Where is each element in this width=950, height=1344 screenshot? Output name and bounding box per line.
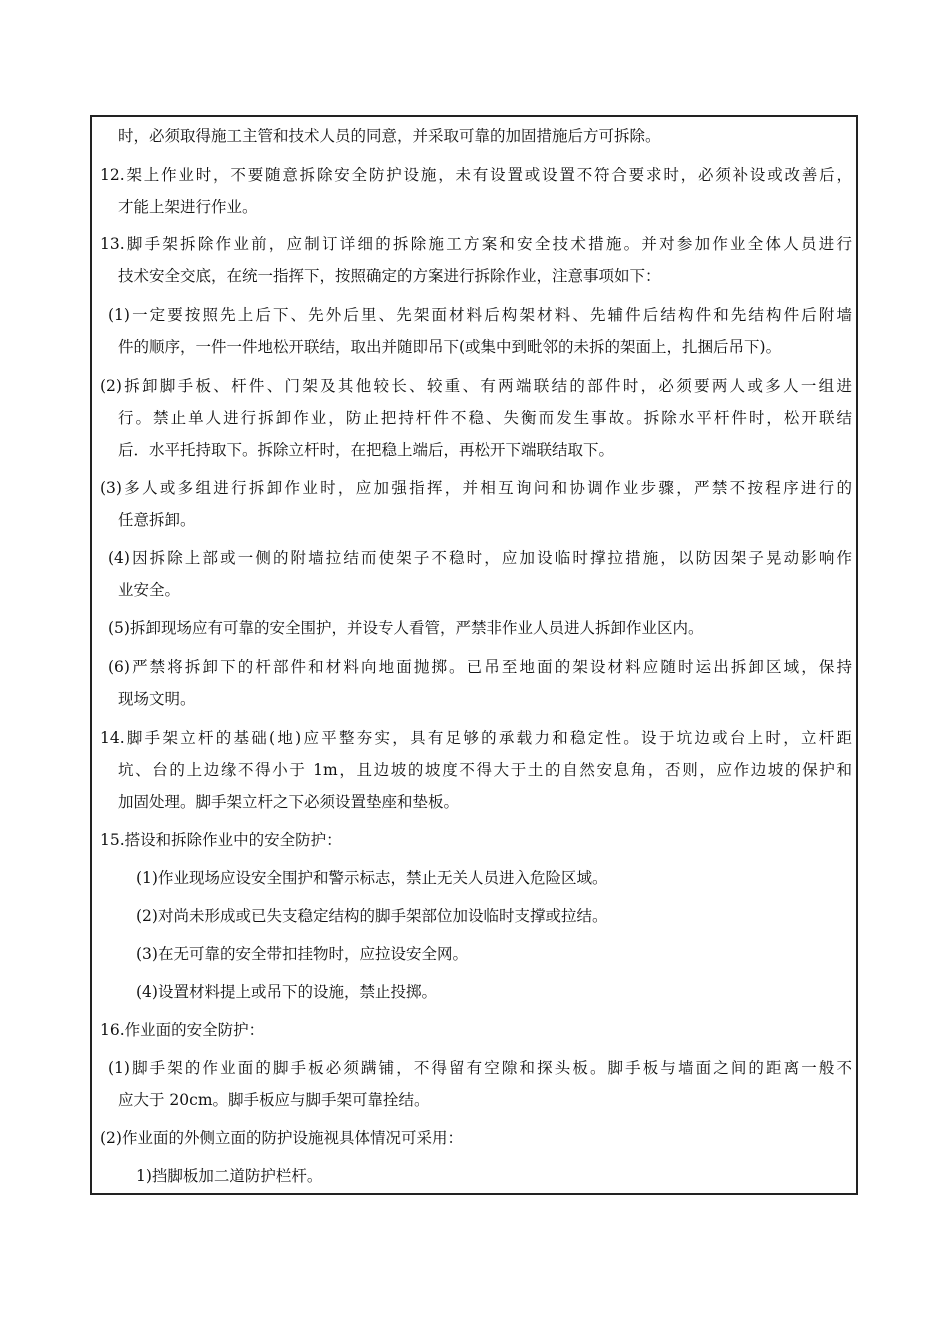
text-line: (1)脚手架的作业面的脚手板必须蹒铺，不得留有空隙和探头板。脚手板与墙面之间的距离一般不 (108, 1059, 852, 1077)
text-line: (3)多人或多组进行拆卸作业时，应加强指挥，并相互询问和协调作业步骤，严禁不按程序进行的 (100, 479, 852, 497)
text-line: 14.脚手架立杆的基础(地)应平整夯实，具有足够的承载力和稳定性。设于坑边或台上时，立杆距 (100, 729, 852, 747)
text-line: 现场文明。 (118, 690, 196, 708)
text-line: (3)在无可靠的安全带扣挂物时，应拉设安全网。 (136, 945, 468, 963)
text-line: 加固处理。脚手架立杆之下必须设置垫座和垫板。 (118, 793, 460, 811)
text-line: (5)拆卸现场应有可靠的安全围护，并设专人看管，严禁非作业人员进人拆卸作业区内。 (108, 619, 704, 637)
text-line: (4)因拆除上部或一侧的附墙拉结而使架子不稳时，应加设临时撑拉措施，以防因架子晃动影响作 (108, 549, 852, 567)
text-line: (6)严禁将拆卸下的杆部件和材料向地面抛掷。已吊至地面的架设材料应随时运出拆卸区域，保持 (108, 658, 852, 676)
text-line: 行。禁止单人进行拆卸作业，防止把持杆件不稳、失衡而发生事故。拆除水平杆件时，松开联结 (118, 409, 852, 427)
text-line: (2)拆卸脚手板、杆件、门架及其他较长、较重、有两端联结的部件时，必须要两人或多人一组进 (100, 377, 852, 395)
text-line: (2)对尚未形成或已失支稳定结构的脚手架部位加设临时支撑或拉结。 (136, 907, 608, 925)
text-line: 15.搭设和拆除作业中的安全防护： (100, 831, 342, 849)
text-line: 12.架上作业时，不要随意拆除安全防护设施，未有设置或设置不符合要求时，必须补设或改善后， (100, 166, 852, 184)
text-line: 时，必须取得施工主管和技术人员的同意，并采取可靠的加固措施后方可拆除。 (118, 127, 661, 145)
text-line: 13.脚手架拆除作业前，应制订详细的拆除施工方案和安全技术措施。并对参加作业全体人员进行 (100, 235, 852, 253)
text-line: 1)挡脚板加二道防护栏杆。 (136, 1167, 323, 1185)
text-line: 后．水平托持取下。拆除立杆时，在把稳上端后，再松开下端联结取下。 (118, 441, 615, 459)
text-line: 业安全。 (118, 581, 181, 599)
text-line: (1)一定要按照先上后下、先外后里、先架面材料后构架材料、先辅件后结构件和先结构件后附墙 (108, 306, 852, 324)
text-line: 才能上架进行作业。 (118, 198, 258, 216)
text-line: (1)作业现场应设安全围护和警示标志，禁止无关人员进入危险区域。 (136, 869, 608, 887)
text-line: (2)作业面的外侧立面的防护设施视具体情况可采用： (100, 1129, 463, 1147)
text-line: 应大于 20cm。脚手板应与脚手架可靠拴结。 (118, 1091, 430, 1109)
text-line: 坑、台的上边缘不得小于 1m，且边坡的坡度不得大于土的自然安息角，否则，应作边坡的保护和 (118, 761, 852, 779)
text-line: (4)设置材料提上或吊下的设施，禁止投掷。 (136, 983, 437, 1001)
text-line: 件的顺序，一件一件地松开联结，取出并随即吊下(或集中到毗邻的未拆的架面上，扎捆后吊下)。 (118, 338, 782, 356)
text-line: 16.作业面的安全防护： (100, 1021, 265, 1039)
text-line: 任意拆卸。 (118, 511, 196, 529)
text-line: 技术安全交底，在统一指挥下，按照确定的方案进行拆除作业，注意事项如下： (118, 267, 661, 285)
